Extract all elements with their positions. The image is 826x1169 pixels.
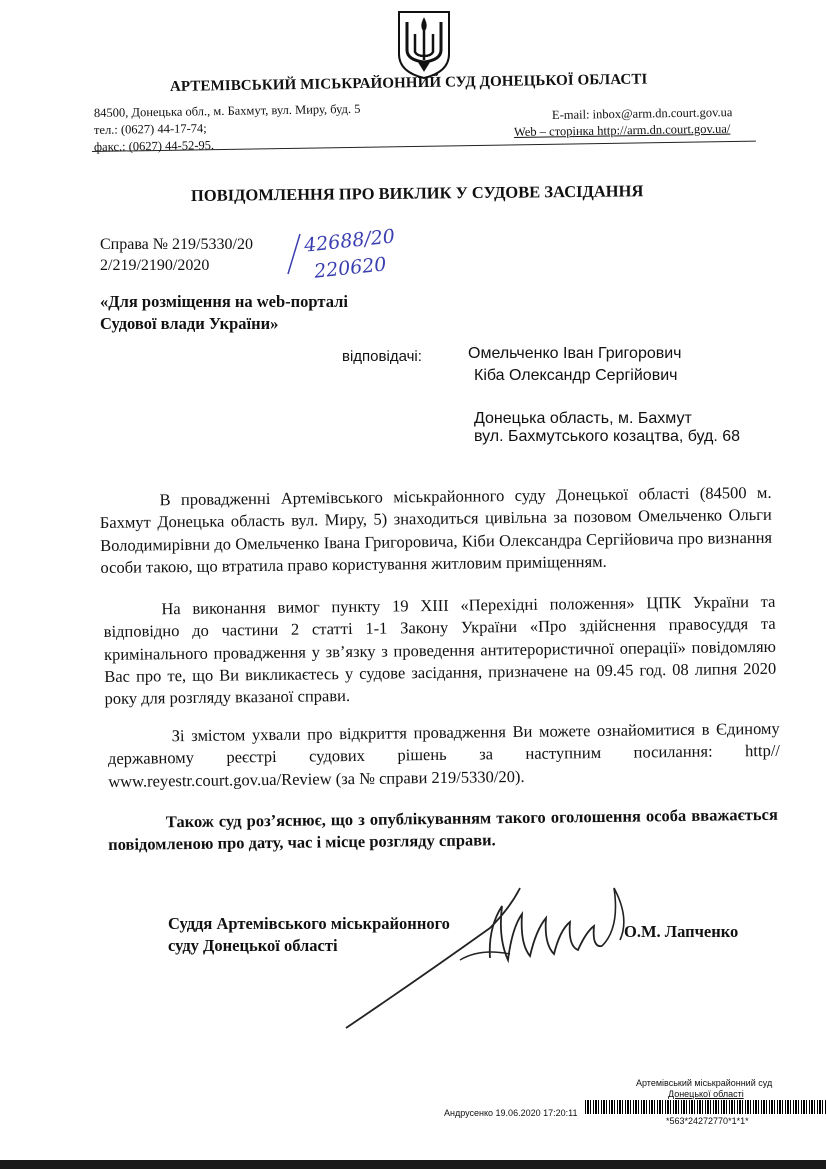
case-number: Справа № 219/5330/20 — [100, 236, 253, 253]
handwritten-registration-number: 42688/20 — [303, 225, 396, 257]
court-address: 84500, Донецька обл., м. Бахмут, вул. Миру, буд. 5 — [93, 101, 361, 120]
signatory-position-line1: Суддя Артемівського міськрайонного — [168, 914, 450, 933]
body-paragraph-3-text: Зі змістом ухвали про відкриття провадження Ви можете ознайомитися в Єдиному державному реєстрі судових рішень за наступним посилання: http// www.reyestr.court.gov.ua/Review (за № справи 219/5330/20). — [107, 718, 781, 791]
scan-bottom-edge — [0, 1160, 826, 1169]
handwritten-registration-date: 220620 — [313, 253, 388, 283]
respondent-address-line1: Донецька область, м. Бахмут — [474, 410, 692, 427]
court-email: E-mail: inbox@arm.dn.court.gov.ua — [551, 105, 733, 122]
court-phone: тел.: (0627) 44-17-74; — [93, 121, 207, 137]
placement-note-line1: «Для розміщення на web-порталі — [100, 292, 348, 311]
court-website: Web – сторінка http://arm.dn.court.gov.ua/ — [513, 121, 731, 139]
body-paragraph-1-text: В провадженні Артемівського міськрайонного суду Донецької області (84500 м. Бахмут Донецька область вул. Миру, 5) знаходиться цивільна за позовом Омельченко Ольги Володимирівни до Омельченко Івана Григоровича, Кіби Олександра Сергійовича про визнання особи такою, що втратила право користування житловим приміщенням. — [99, 482, 773, 577]
coat-of-arms-emblem — [395, 8, 453, 80]
body-paragraph-1 — [99, 482, 772, 579]
body-paragraph-4-text: Також суд роз’яснює, що з опублікуванням такого оголошення особа вважається повідомленою про дату, час і місце розгляду справи. — [108, 804, 778, 855]
signatory-name: О.М. Лапченко — [624, 922, 739, 941]
stamp-org-line2: Донецької області — [668, 1089, 744, 1099]
handwritten-signature — [340, 868, 640, 1038]
registration-timestamp: Андрусенко 19.06.2020 17:20:11 — [444, 1108, 578, 1118]
body-paragraph-4 — [108, 804, 778, 857]
document-title: ПОВІДОМЛЕННЯ ПРО ВИКЛИК У СУДОВЕ ЗАСІДАННЯ — [190, 181, 644, 205]
court-fax: факс.: (0627) 44-52-95. — [93, 138, 215, 154]
court-name: АРТЕМІВСЬКИЙ МІСЬКРАЙОННИЙ СУД ДОНЕЦЬКОЇ ОБЛАСТІ — [169, 71, 648, 95]
body-paragraph-2-text: На виконання вимог пункту 19 ХІІІ «Перехідні положення» ЦПК України та відповідно до частини 2 статті 1-1 Закону України «Про здійснення правосуддя та кримінального провадження у зв’язку з проведення антитерористичної операції» повідомляю Вас про те, що Ви викликаєтесь у судове засідання, призначене на 09.45 год. 08 липня 2020 року для розгляду вказаної справи. — [103, 591, 777, 709]
respondents-label: відповідачі: — [342, 348, 422, 365]
body-paragraph-3 — [108, 718, 781, 793]
body-paragraph-2 — [103, 591, 776, 711]
barcode-number: *563*24272770*1*1* — [666, 1116, 749, 1126]
handwritten-slash-mark — [284, 232, 304, 276]
stamp-org-line1: Артемівський міськрайонний суд — [636, 1078, 773, 1088]
signatory-position-line2: суду Донецької області — [168, 936, 338, 955]
placement-note-line2: Судової влади України» — [100, 314, 279, 333]
respondent-name-2: Кіба Олександр Сергійович — [474, 367, 678, 384]
respondent-name-1: Омельченко Іван Григорович — [468, 345, 682, 362]
respondent-address-line2: вул. Бахмутського козацтва, буд. 68 — [474, 428, 741, 445]
case-proceeding-number: 2/219/2190/2020 — [100, 257, 210, 274]
registration-barcode — [585, 1100, 826, 1114]
